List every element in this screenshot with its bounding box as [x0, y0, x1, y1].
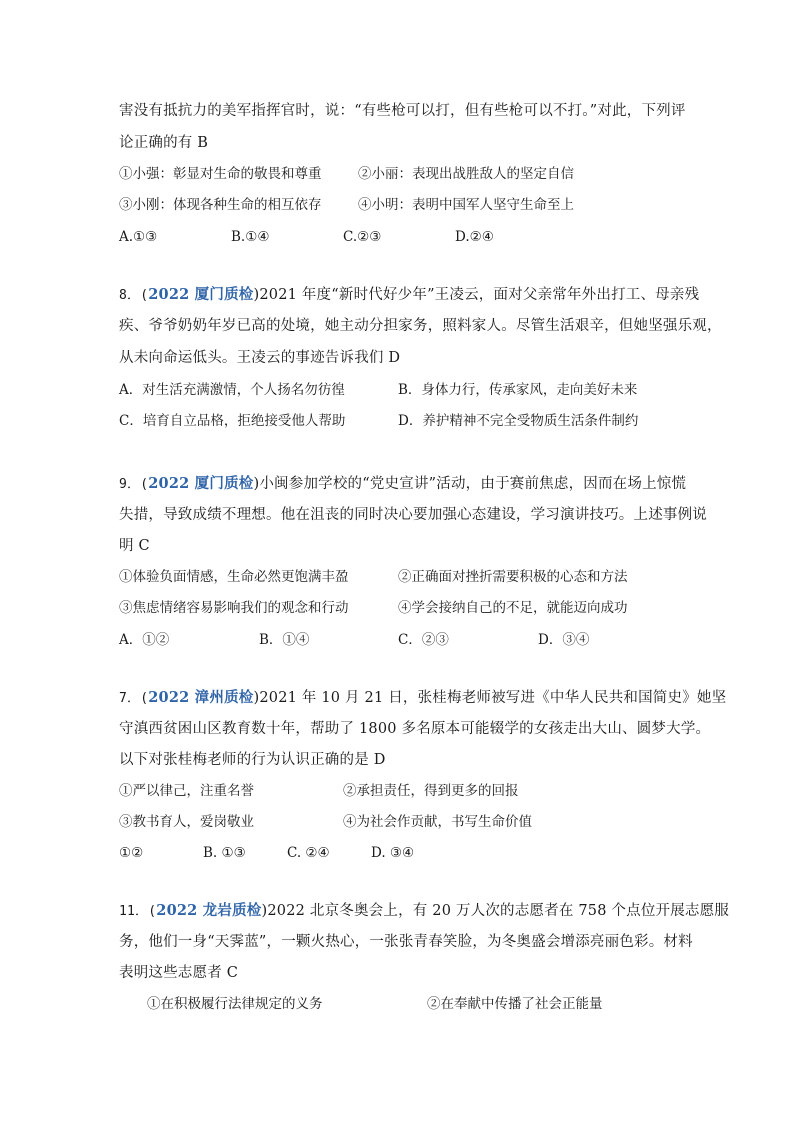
question-number: 8．(	[119, 288, 149, 303]
statement-item: ②承担责任，得到更多的回报	[343, 783, 519, 799]
answer-option: D.②④	[455, 229, 494, 245]
answer-option: D．③④	[538, 632, 590, 648]
statement-item: ①体验负面情感，生命必然更饱满丰盈	[119, 569, 349, 585]
answer-option: D. ③④	[371, 845, 415, 861]
statement-item: ③焦虑情绪容易影响我们的观念和行动	[119, 600, 349, 616]
statement-item: ①严以律己，注重名誉	[119, 783, 254, 799]
answer-option: B.①④	[231, 229, 270, 245]
question-source: 2022 厦门质检	[148, 286, 254, 303]
question-number: 11．(	[119, 904, 157, 919]
answer-option: ①②	[119, 845, 144, 861]
answer-option: A．对生活充满激情，个人扬名勿彷徨	[119, 382, 345, 398]
question-9-line	[119, 474, 686, 495]
question-stem: 失措，导致成绩不理想。他在沮丧的同时决心要加强心态建设，学习演讲技巧。上述事例说	[119, 507, 707, 523]
question-stem: 害没有抵抗力的美军指挥官时，说：“有些枪可以打，但有些枪可以不打。”对此，下列评	[119, 103, 686, 119]
statement-item: ④小明：表明中国军人坚守生命至上	[358, 197, 574, 213]
answer-option: A．①②	[119, 632, 170, 648]
question-source: 2022 厦门质检	[148, 475, 254, 492]
question-stem: 守滇西贫困山区教育数十年，帮助了 1800 多名原本可能辍学的女孩走出大山、圆梦大学。	[119, 721, 711, 737]
question-source: 2022 漳州质检	[148, 689, 254, 706]
question-number: 7．(	[119, 691, 149, 706]
question-number: 9．(	[119, 477, 149, 492]
statement-item: ④学会接纳自己的不足，就能迈向成功	[398, 600, 628, 616]
statement-item: ②小丽：表现出战胜敌人的坚定自信	[358, 166, 574, 182]
question-stem: )2021 年 10 月 21 日，张桂梅老师被写进《中华人民共和国简史》她坚	[253, 690, 727, 706]
question-7-line	[119, 688, 726, 709]
statement-item: ②正确面对挫折需要积极的心态和方法	[398, 569, 628, 585]
answer-option: B. ①③	[203, 845, 246, 861]
answer-option: B．身体力行，传承家风，走向美好未来	[398, 382, 638, 398]
question-11-line	[119, 901, 729, 922]
statement-item: ①在积极履行法律规定的义务	[147, 996, 323, 1012]
question-stem: 从未向命运低头。王凌云的事迹告诉我们 D	[119, 350, 401, 366]
answer-option: B．①④	[259, 632, 310, 648]
statement-item: ③教书育人，爱岗敬业	[119, 814, 254, 830]
statement-item: ②在奉献中传播了社会正能量	[427, 996, 603, 1012]
answer-option: C．培育自立品格，拒绝接受他人帮助	[119, 413, 346, 429]
question-stem: 疾、爷爷奶奶年岁已高的处境，她主动分担家务，照料家人。尽管生活艰辛，但她坚强乐观，	[119, 318, 722, 334]
statement-item: ①小强：彰显对生命的敬畏和尊重	[119, 166, 322, 182]
question-stem: )小闽参加学校的“党史宣讲”活动，由于赛前焦虑，因而在场上惊慌	[253, 476, 687, 492]
question-stem: )2022 北京冬奥会上，有 20 万人次的志愿者在 758 个点位开展志愿服	[261, 903, 730, 919]
answer-option: C．②③	[398, 632, 449, 648]
answer-option: A.①③	[119, 229, 158, 245]
question-stem: 以下对张桂梅老师的行为认识正确的是 D	[119, 752, 386, 768]
question-stem: 明 C	[119, 538, 150, 554]
answer-option: D．养护精神不完全受物质生活条件制约	[398, 413, 639, 429]
question-source: 2022 龙岩质检	[156, 902, 262, 919]
answer-option: C.②③	[343, 229, 382, 245]
question-8-line	[119, 285, 699, 306]
statement-item: ③小刚：体现各种生命的相互依存	[119, 197, 322, 213]
question-stem: )2021 年度“新时代好少年”王凌云，面对父亲常年外出打工、母亲残	[253, 287, 700, 303]
statement-item: ④为社会作贡献，书写生命价值	[343, 814, 532, 830]
answer-option: C. ②④	[287, 845, 330, 861]
question-stem: 表明这些志愿者 C	[119, 965, 239, 981]
question-stem: 论正确的有 B	[119, 135, 209, 151]
question-stem: 务，他们一身“天霁蓝”，一颗火热心，一张张青春笑脸，为冬奥盛会增添亮丽色彩。材料	[119, 934, 693, 950]
